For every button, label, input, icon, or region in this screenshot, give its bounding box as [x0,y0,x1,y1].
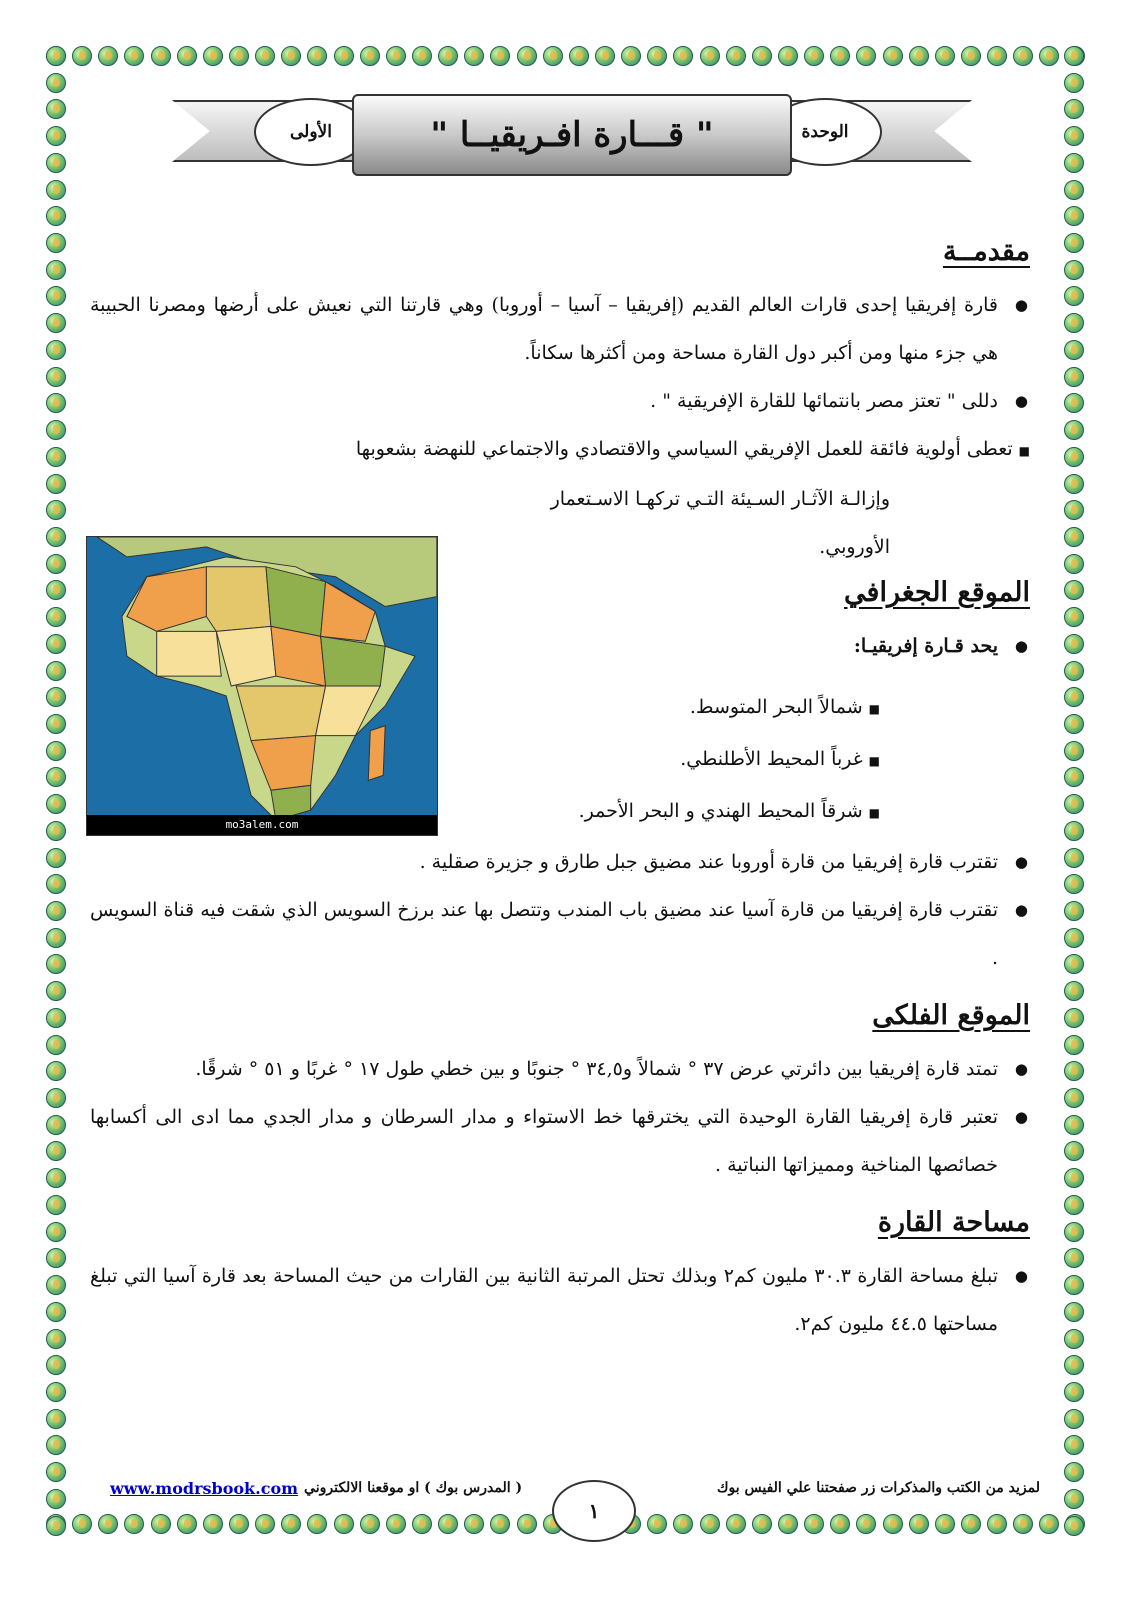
border-globe-icon [334,46,354,66]
border-globe-icon [1064,1248,1084,1268]
geo-bounds-label: ● يحد قـارة إفريقيـا: [90,622,1030,670]
border-globe-icon [1064,794,1084,814]
border-globe-icon [804,1514,824,1534]
border-globe-icon [46,1115,66,1135]
border-globe-icon [726,46,746,66]
border-globe-icon [1013,46,1033,66]
border-globe-icon [46,1355,66,1375]
border-globe-icon [46,1088,66,1108]
border-globe-icon [1039,1514,1059,1534]
border-globe-icon [1064,554,1084,574]
border-globe-icon [987,46,1007,66]
border-globe-icon [1064,607,1084,627]
border-globe-icon [203,46,223,66]
page-title: " قـــارة افـريقيــا " [430,115,714,155]
border-globe-icon [72,46,92,66]
intro-paragraph-3-line2: وإزالـة الآثـار السـيئة التـي تركهـا الاسـتعمار [550,488,890,510]
border-globe-icon [438,1514,458,1534]
border-globe-icon [334,1514,354,1534]
border-globe-icon [1064,1355,1084,1375]
border-globe-icon [46,954,66,974]
border-globe-icon [438,46,458,66]
border-globe-icon [935,46,955,66]
border-globe-icon [46,180,66,200]
border-globe-icon [1064,286,1084,306]
border-globe-icon [46,153,66,173]
border-globe-icon [46,46,66,66]
border-globe-icon [1064,1008,1084,1028]
border-globe-icon [1064,848,1084,868]
border-globe-icon [1064,233,1084,253]
border-globe-icon [46,447,66,467]
border-globe-icon [464,46,484,66]
border-globe-icon [621,46,641,66]
geo-paragraph-1: ● تقترب قارة إفريقيا من قارة أوروبا عند مضيق جبل طارق و جزيرة صقلية . [90,838,1030,886]
page-number: ١ [552,1480,636,1542]
border-globe-icon [46,126,66,146]
border-globe-icon [1064,1275,1084,1295]
border-globe-icon [1064,1061,1084,1081]
geo-heading: الموقع الجغرافي [844,577,1030,608]
border-globe-icon [46,580,66,600]
border-globe-icon [46,1329,66,1349]
border-globe-icon [46,741,66,761]
border-globe-icon [1064,1168,1084,1188]
border-globe-icon [1064,474,1084,494]
astro-paragraph-1: ● تمتد قارة إفريقيا بين دائرتي عرض ٣٧ ° شمالاً و٣٤,٥ ° جنوبًا و بين خطي طول ١٧ ° غربًا و ٥١ ° شرقًا. [90,1045,1030,1093]
square-bullet [863,748,880,770]
border-globe-icon [1064,1141,1084,1161]
border-globe-icon [1064,180,1084,200]
intro-heading: مقدمــة [942,236,1030,267]
border-globe-icon [673,46,693,66]
border-globe-icon [1064,1329,1084,1349]
unit-label-badge: الوحدة [768,98,882,166]
border-globe-icon [46,474,66,494]
border-globe-icon [386,46,406,66]
border-globe-icon [46,1462,66,1482]
border-globe-icon [1064,634,1084,654]
square-bullet [863,696,880,718]
border-globe-icon [281,46,301,66]
border-globe-icon [490,46,510,66]
border-globe-icon [1064,687,1084,707]
footer-left-group [110,1479,582,1498]
border-globe-icon [647,46,667,66]
border-globe-icon [46,99,66,119]
border-globe-icon [46,1008,66,1028]
border-globe-icon [203,1514,223,1534]
geo-bounds-list [90,682,1030,838]
border-globe-icon [673,1514,693,1534]
border-globe-icon [46,73,66,93]
border-globe-icon [229,1514,249,1534]
border-globe-icon [1064,1462,1084,1482]
border-globe-icon [1064,714,1084,734]
intro-paragraph-1: ● قارة إفريقيا إحدى قارات العالم القديم (إفريقيا – آسيا – أوروبا) وهي قارتنا التي نعيش على أرضها ومصرنا الحبيبة هي جزء منها ومن أكبر دول القارة مساحة ومن أكثرها سكاناً. [90,281,1030,377]
border-globe-icon [46,767,66,787]
border-globe-icon [98,46,118,66]
border-globe-icon [46,821,66,841]
border-globe-icon [1064,447,1084,467]
border-globe-icon [72,1514,92,1534]
geo-bound-east: ■ شرقاً المحيط الهندي و البحر الأحمر. [90,786,880,838]
border-globe-icon [1064,1035,1084,1055]
border-globe-icon [1064,393,1084,413]
border-globe-icon [464,1514,484,1534]
border-globe-icon [1064,1409,1084,1429]
border-globe-icon [1064,367,1084,387]
square-bullet [1013,438,1030,460]
border-globe-icon [46,1222,66,1242]
border-globe-icon [46,714,66,734]
border-globe-icon [46,848,66,868]
area-heading: مساحة القارة [877,1207,1030,1238]
border-globe-icon [281,1514,301,1534]
border-globe-icon [830,46,850,66]
border-globe-icon [46,634,66,654]
border-right [1064,46,1086,1536]
border-globe-icon [255,46,275,66]
border-globe-icon [46,661,66,681]
border-globe-icon [46,1409,66,1429]
border-globe-icon [517,46,537,66]
border-globe-icon [1064,1435,1084,1455]
border-globe-icon [46,260,66,280]
border-globe-icon [1064,1516,1084,1536]
border-globe-icon [46,1035,66,1055]
border-globe-icon [1064,928,1084,948]
intro-paragraph-3-line3: الأوروبي. [819,536,890,558]
border-globe-icon [151,46,171,66]
border-globe-icon [909,1514,929,1534]
border-globe-icon [98,1514,118,1534]
border-globe-icon [46,607,66,627]
border-globe-icon [1039,46,1059,66]
border-globe-icon [46,928,66,948]
border-globe-icon [46,1302,66,1322]
border-globe-icon [883,46,903,66]
border-globe-icon [307,46,327,66]
border-globe-icon [46,1382,66,1402]
border-globe-icon [46,1516,66,1536]
area-paragraph-1: ● تبلغ مساحة القارة ٣٠.٣ مليون كم٢ وبذلك تحتل المرتبة الثانية بين القارات من حيث المساحة بعد قارة آسيا التي تبلغ مساحتها ٤٤.٥ مليون كم٢. [90,1252,1030,1348]
unit-number-badge: الأولى [254,98,368,166]
border-globe-icon [595,46,615,66]
title-banner [172,88,972,180]
border-globe-icon [961,46,981,66]
border-globe-icon [778,1514,798,1534]
intro-paragraph-2: ● دللى " تعتز مصر بانتمائها للقارة الإفريقية " . [90,377,1030,425]
border-globe-icon [1064,981,1084,1001]
astro-heading: الموقع الفلكى [872,1000,1030,1031]
border-globe-icon [1064,580,1084,600]
border-globe-icon [1064,874,1084,894]
border-globe-icon [177,1514,197,1534]
website-link[interactable]: www.modrsbook.com [110,1478,299,1498]
border-globe-icon [1064,1489,1084,1509]
border-globe-icon [229,46,249,66]
border-globe-icon [1064,1222,1084,1242]
border-globe-icon [883,1514,903,1534]
border-globe-icon [46,206,66,226]
geo-bound-north: ■ شمالاً البحر المتوسط. [90,682,880,734]
border-globe-icon [961,1514,981,1534]
border-globe-icon [700,46,720,66]
border-globe-icon [1064,99,1084,119]
border-globe-icon [700,1514,720,1534]
border-globe-icon [1064,206,1084,226]
border-globe-icon [543,46,563,66]
border-globe-icon [46,1489,66,1509]
border-globe-icon [1064,313,1084,333]
title-box [352,94,792,176]
footer-text-right: لمزيد من الكتب والمذكرات زر صفحتنا علي الفيس بوك [716,1480,1040,1496]
border-globe-icon [46,1061,66,1081]
border-globe-icon [46,1141,66,1161]
page-content [90,230,1030,1348]
border-globe-icon [1064,1088,1084,1108]
border-globe-icon [386,1514,406,1534]
border-globe-icon [517,1514,537,1534]
border-globe-icon [360,46,380,66]
border-globe-icon [1064,954,1084,974]
border-globe-icon [1064,126,1084,146]
border-globe-icon [647,1514,667,1534]
border-globe-icon [909,46,929,66]
square-bullet [863,800,880,822]
border-globe-icon [830,1514,850,1534]
border-globe-icon [1064,1382,1084,1402]
border-globe-icon [1064,767,1084,787]
border-globe-icon [778,46,798,66]
border-globe-icon [1064,1302,1084,1322]
border-globe-icon [46,1248,66,1268]
border-globe-icon [1064,1195,1084,1215]
border-globe-icon [151,1514,171,1534]
astro-paragraph-2: ● تعتبر قارة إفريقيا القارة الوحيدة التي يخترقها خط الاستواء و مدار السرطان و مدار الجدي مما ادى الى أكسابها خصائصها المناخية ومميزاتها النباتية . [90,1093,1030,1189]
border-globe-icon [360,1514,380,1534]
border-globe-icon [1064,420,1084,440]
border-globe-icon [46,500,66,520]
border-globe-icon [412,46,432,66]
border-globe-icon [46,233,66,253]
border-globe-icon [255,1514,275,1534]
intro-paragraph-3-line1: ■ تعطى أولوية فائقة للعمل الإفريقي السياسي والاقتصادي والاجتماعي للنهضة بشعوبها [90,425,1030,475]
map-caption: mo3alem.com [87,815,437,835]
border-globe-icon [856,1514,876,1534]
border-globe-icon [46,340,66,360]
border-globe-icon [1064,73,1084,93]
border-top [46,46,1086,68]
border-globe-icon [46,981,66,1001]
border-globe-icon [1064,500,1084,520]
border-globe-icon [1064,340,1084,360]
border-globe-icon [46,1435,66,1455]
border-globe-icon [46,286,66,306]
border-globe-icon [804,46,824,66]
border-left [46,46,68,1536]
border-globe-icon [46,367,66,387]
border-globe-icon [46,1168,66,1188]
border-globe-icon [1064,153,1084,173]
border-globe-icon [752,1514,772,1534]
border-globe-icon [856,46,876,66]
border-globe-icon [1064,46,1084,66]
border-globe-icon [569,46,589,66]
border-globe-icon [1013,1514,1033,1534]
border-globe-icon [46,794,66,814]
border-globe-icon [1064,527,1084,547]
border-globe-icon [124,46,144,66]
border-globe-icon [46,901,66,921]
border-globe-icon [726,1514,746,1534]
border-globe-icon [46,1195,66,1215]
geo-bound-west: ■ غرباً المحيط الأطلنطي. [90,734,880,786]
geo-paragraph-2: ● تقترب قارة إفريقيا من قارة آسيا عند مضيق باب المندب وتتصل بها عند برزخ السويس الذي شقت فيه قناة السويس . [90,886,1030,982]
border-globe-icon [1064,901,1084,921]
border-globe-icon [412,1514,432,1534]
border-globe-icon [1064,821,1084,841]
border-globe-icon [1064,661,1084,681]
border-globe-icon [490,1514,510,1534]
border-globe-icon [46,874,66,894]
border-globe-icon [46,554,66,574]
border-globe-icon [46,313,66,333]
border-globe-icon [46,1275,66,1295]
border-globe-icon [935,1514,955,1534]
border-globe-icon [46,527,66,547]
border-globe-icon [124,1514,144,1534]
border-globe-icon [46,393,66,413]
border-globe-icon [307,1514,327,1534]
border-globe-icon [987,1514,1007,1534]
border-globe-icon [1064,1115,1084,1135]
border-globe-icon [177,46,197,66]
footer-text-mid: ( المدرس بوك ) او موقعنا الالكتروني [304,1480,523,1496]
border-globe-icon [1064,260,1084,280]
border-globe-icon [752,46,772,66]
border-globe-icon [1064,741,1084,761]
border-globe-icon [46,687,66,707]
border-globe-icon [46,420,66,440]
